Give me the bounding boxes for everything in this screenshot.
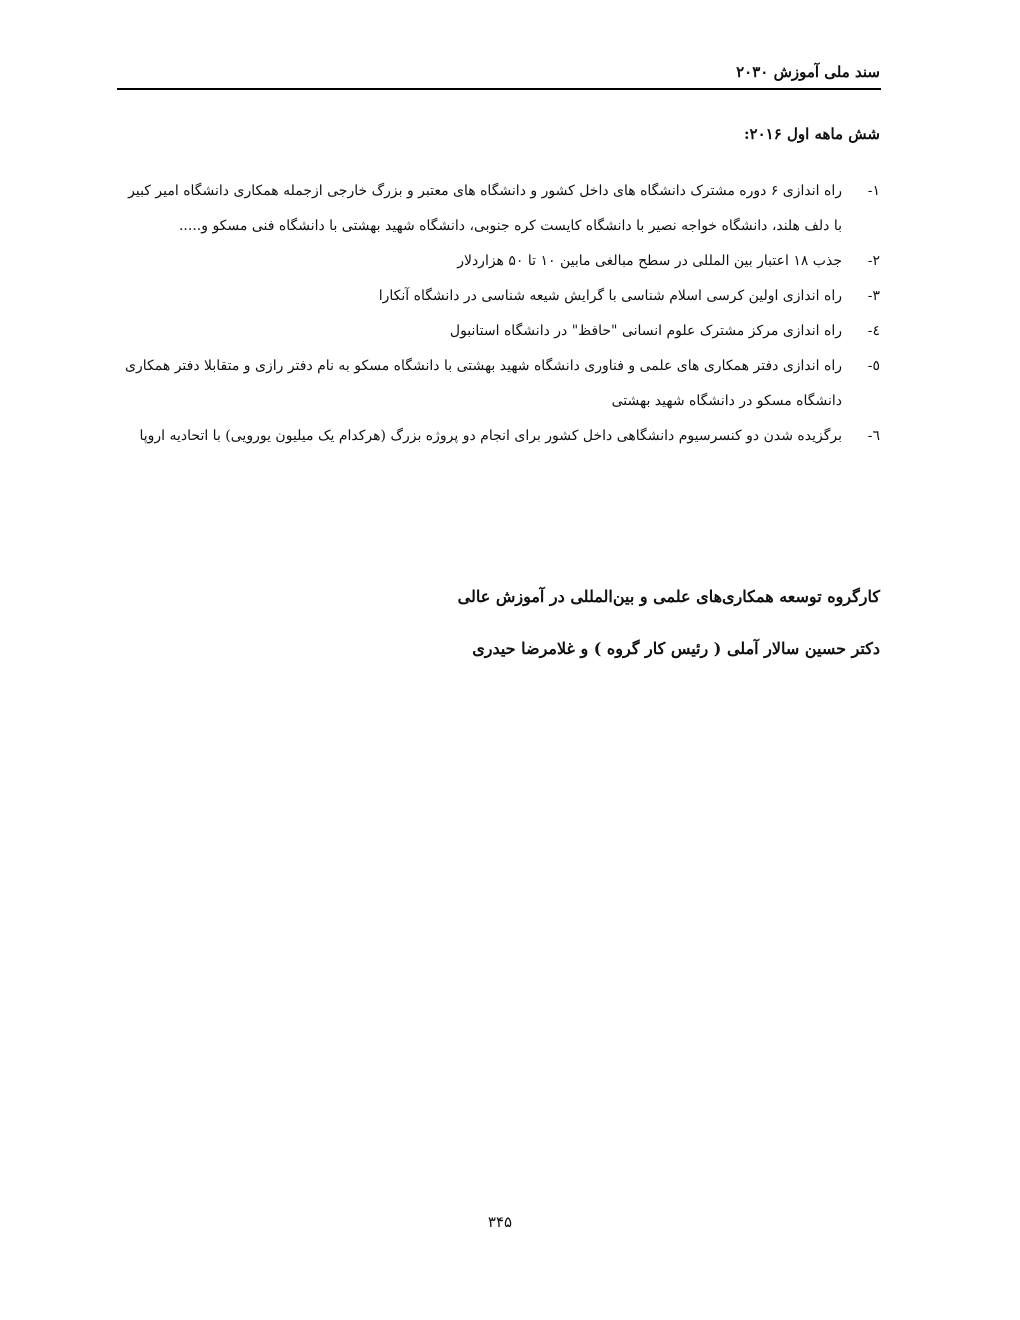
list-item-number: ٢- [867, 253, 880, 269]
page-number: ۳۴۵ [487, 1213, 513, 1231]
working-group-title: کارگروه توسعه همکاری‌های علمی و بین‌المللی در آموزش عالی [457, 587, 880, 606]
list-item-text: راه اندازی ۶ دوره مشترک دانشگاه های داخل کشور و دانشگاه های معتبر و بزرگ خارجی ازجمله همکاری دانشگاه امیر کبیر با دلف هلند، دانشگاه خواجه نصیر با دانشگاه کایست کره جنوبی، دانشگاه شهید بهشتی با دانشگاه فنی مسکو و..... [128, 183, 842, 234]
list-item [120, 174, 880, 244]
list-item [120, 419, 880, 454]
list-item-text: راه اندازی مرکز مشترک علوم انسانی "حافظ" در دانشگاه استانبول [449, 323, 842, 339]
list-item [120, 244, 880, 279]
list-item-text: راه اندازی اولین کرسی اسلام شناسی با گرایش شیعه شناسی در دانشگاه آنکارا [378, 288, 842, 304]
list-item-number: ٦- [867, 428, 880, 444]
list-item-number: ٤- [867, 323, 880, 339]
list-item [120, 314, 880, 349]
list-item [120, 349, 880, 419]
header-rule [117, 88, 881, 90]
list-item-text: جذب ۱۸ اعتبار بین المللی در سطح مبالغی مابین ۱۰ تا ۵۰ هزاردلار [457, 253, 842, 269]
list-item-text: برگزیده شدن دو کنسرسیوم دانشگاهی داخل کشور برای انجام دو پروژه بزرگ (هرکدام یک میلیون یورویی) با اتحادیه اروپا [139, 428, 842, 444]
achievements-list [120, 174, 880, 454]
list-item [120, 279, 880, 314]
section-heading: شش ماهه اول ۲۰۱۶: [743, 125, 880, 143]
running-header: سند ملی آموزش ۲۰۳۰ [736, 63, 880, 81]
list-item-number: ٣- [867, 288, 880, 304]
list-item-number: ١- [867, 183, 880, 199]
list-item-number: ٥- [867, 358, 880, 374]
list-item-text: راه اندازی دفتر همکاری های علمی و فناوری دانشگاه شهید بهشتی با دانشگاه مسکو به نام دفتر رازی و متقابلا دفتر همکاری دانشگاه مسکو در دانشگاه شهید بهشتی [125, 358, 842, 409]
authors-line: دکتر حسین سالار آملی ( رئیس کار گروه ) و غلامرضا حیدری [472, 639, 880, 658]
